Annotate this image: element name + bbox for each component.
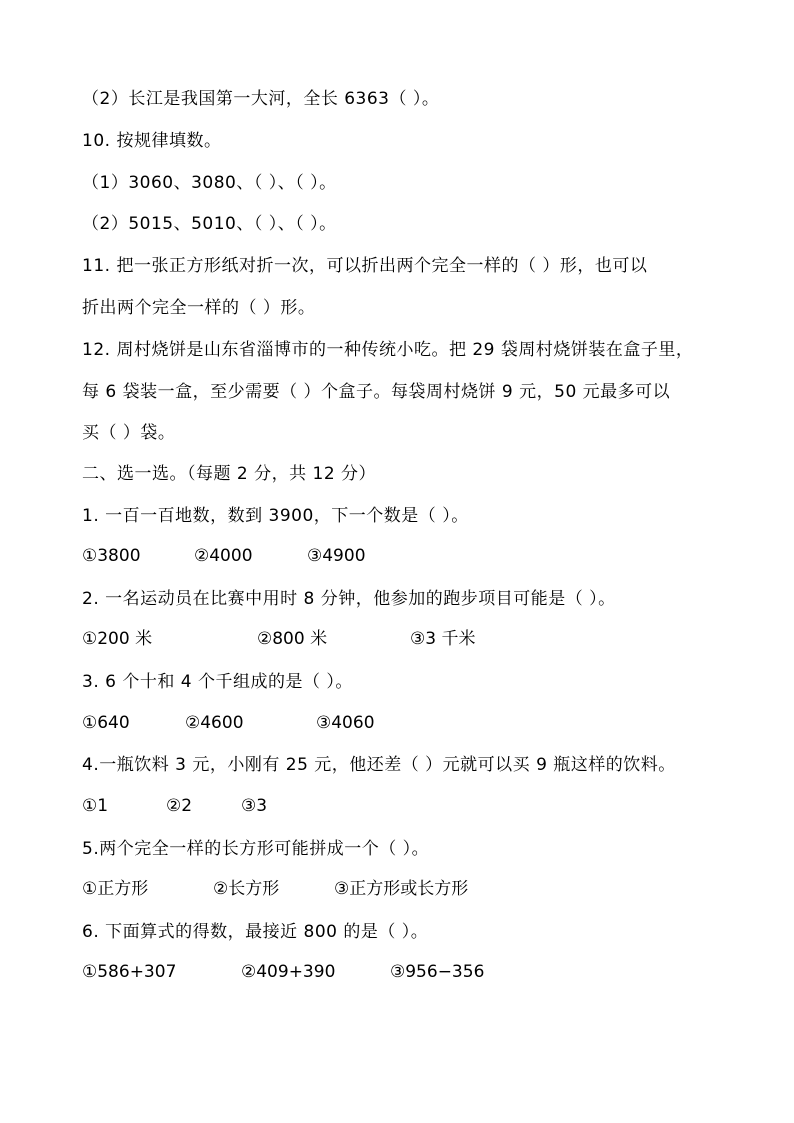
option-1-b: ②4000 — [194, 546, 253, 566]
question-10-part-2: （2）5015、5010、（ ）、（ ）。 — [82, 214, 337, 234]
option-4-a: ①1 — [82, 796, 109, 816]
choice-question-3: 3. 6 个十和 4 个千组成的是（ ）。 — [82, 672, 353, 692]
option-5-a: ①正方形 — [82, 879, 149, 899]
option-1-c: ③4900 — [307, 546, 366, 566]
option-4-c: ③3 — [241, 796, 268, 816]
option-2-c: ③3 千米 — [410, 629, 476, 649]
option-5-b: ②长方形 — [213, 879, 280, 899]
option-2-a: ①200 米 — [82, 629, 153, 649]
question-10-part-1: （1）3060、3080、（ ）、（ ）。 — [82, 173, 337, 193]
option-6-a: ①586+307 — [82, 962, 177, 982]
choice-question-4: 4.一瓶饮料 3 元，小刚有 25 元，他还差（ ）元就可以买 9 瓶这样的饮料。 — [82, 755, 676, 775]
question-11-line-1: 11. 把一张正方形纸对折一次，可以折出两个完全一样的（ ）形，也可以 — [82, 256, 648, 276]
question-10-title: 10. 按规律填数。 — [82, 131, 222, 151]
option-3-a: ①640 — [82, 713, 130, 733]
choice-question-1: 1. 一百一百地数，数到 3900，下一个数是（ ）。 — [82, 506, 469, 526]
option-1-a: ①3800 — [82, 546, 141, 566]
option-4-b: ②2 — [166, 796, 193, 816]
option-3-b: ②4600 — [185, 713, 244, 733]
option-5-c: ③正方形或长方形 — [334, 879, 469, 899]
question-11-line-2: 折出两个完全一样的（ ）形。 — [82, 298, 316, 318]
choice-question-5: 5.两个完全一样的长方形可能拼成一个（ ）。 — [82, 839, 430, 859]
question-12-line-1: 12. 周村烧饼是山东省淄博市的一种传统小吃。把 29 袋周村烧饼装在盒子里， — [82, 340, 694, 360]
question-12-line-2: 每 6 袋装一盒，至少需要（ ）个盒子。每袋周村烧饼 9 元，50 元最多可以 — [82, 382, 671, 402]
fill-line-yangtze: （2）长江是我国第一大河，全长 6363（ ）。 — [82, 89, 440, 109]
option-3-c: ③4060 — [316, 713, 375, 733]
option-6-c: ③956−356 — [390, 962, 485, 982]
section-heading-choice: 二、选一选。（每题 2 分，共 12 分） — [82, 464, 377, 484]
option-6-b: ②409+390 — [241, 962, 336, 982]
option-2-b: ②800 米 — [257, 629, 328, 649]
question-12-line-3: 买（ ）袋。 — [82, 423, 176, 443]
choice-question-6: 6. 下面算式的得数，最接近 800 的是（ ）。 — [82, 922, 429, 942]
choice-question-2: 2. 一名运动员在比赛中用时 8 分钟，他参加的跑步项目可能是（ ）。 — [82, 589, 616, 609]
